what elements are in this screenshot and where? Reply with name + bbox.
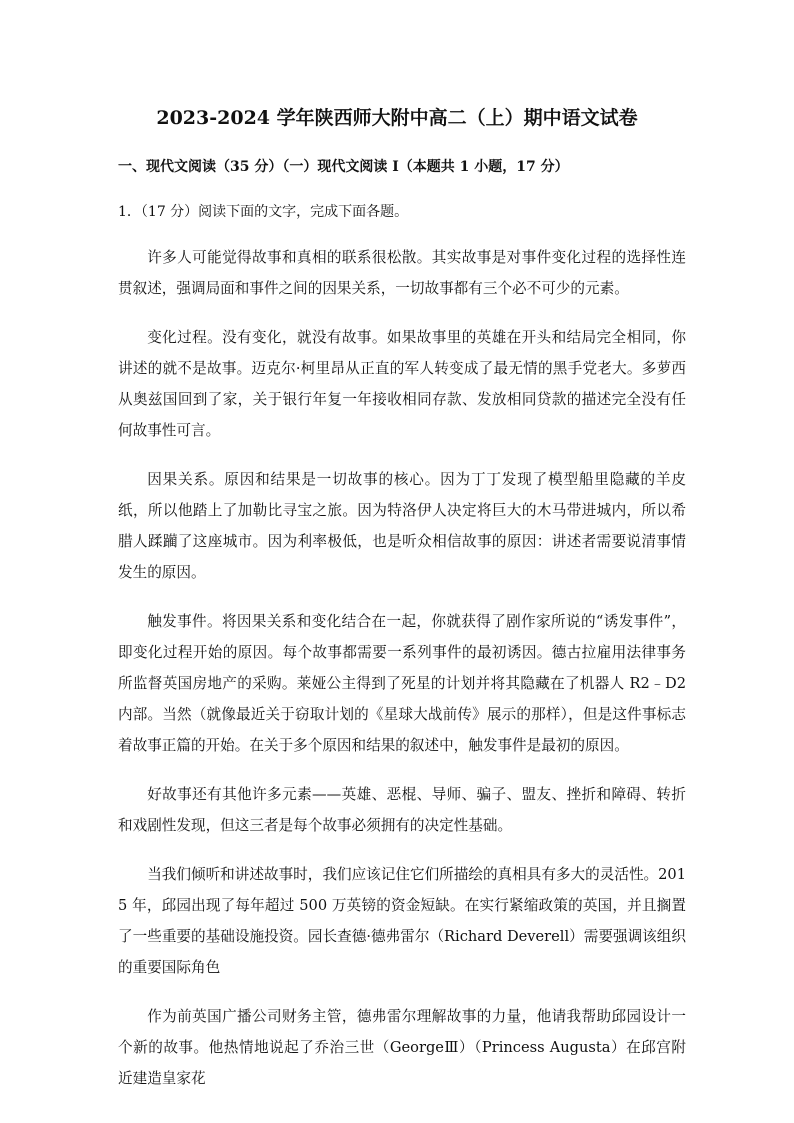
passage-paragraph-4: 触发事件。将因果关系和变化结合在一起，你就获得了剧作家所说的“诱发事件”，即变化过程开始的原因。每个故事都需要一系列事件的最初诱因。德古拉雇用法律事务所监督英国房地产的采购。莱娅公主得到了死星的计划并将其隐藏在了机器人 R2﹣D2 内部。当然（就像最近关于窃取计划的《星球大战前传》展示的那样），但是这件事标志着故事正篇的开始。在关于多个原因和结果的叙述中，触发事件是最初的原因。: [118, 613, 686, 754]
reading-passage: [118, 242, 686, 1112]
passage-paragraph-2: 变化过程。没有变化，就没有故事。如果故事里的英雄在开头和结局完全相同，你讲述的就不是故事。迈克尔·柯里昂从正直的军人转变成了最无情的黑手党老大。多萝西从奥兹国回到了家，关于银行年复一年接收相同存款、发放相同贷款的描述完全没有任何故事性可言。: [118, 329, 686, 439]
section-heading: 一、现代文阅读（35 分）（一）现代文阅读 I（本题共 1 小题，17 分）: [118, 159, 569, 175]
passage-paragraph-1: 许多人可能觉得故事和真相的联系很松散。其实故事是对事件变化过程的选择性连贯叙述，强调局面和事件之间的因果关系，一切故事都有三个必不可少的元素。: [118, 249, 686, 297]
passage-paragraph-3: 因果关系。原因和结果是一切故事的核心。因为丁丁发现了模型船里隐藏的羊皮纸，所以他踏上了加勒比寻宝之旅。因为特洛伊人决定将巨大的木马带进城内，所以希腊人蹂躏了这座城市。因为利率极低，也是听众相信故事的原因：讲述者需要说清事情发生的原因。: [118, 471, 686, 581]
passage-paragraph-5: 好故事还有其他许多元素——英雄、恶棍、导师、骗子、盟友、挫折和障碍、转折和戏剧性发现，但这三者是每个故事必须拥有的决定性基础。: [118, 786, 686, 834]
page-title: 2023-2024 学年陕西师大附中高二（上）期中语文试卷: [156, 107, 638, 129]
passage-paragraph-6: 当我们倾听和讲述故事时，我们应该记住它们所描绘的真相具有多大的灵活性。2015 年，邱园出现了每年超过 500 万英镑的资金短缺。在实行紧缩政策的英国，并且搁置了一些重要的基础设施投资。园长查德·德弗雷尔（Richard Deverell）需要强调该组织的重要国际角色: [118, 866, 686, 976]
question-prompt: 1．（17 分）阅读下面的文字，完成下面各题。: [118, 204, 409, 220]
passage-paragraph-7: 作为前英国广播公司财务主管，德弗雷尔理解故事的力量，他请我帮助邱园设计一个新的故事。他热情地说起了乔治三世（GeorgeⅢ）（Princess Augusta）在邱宫附近建造皇家花: [118, 1008, 686, 1087]
